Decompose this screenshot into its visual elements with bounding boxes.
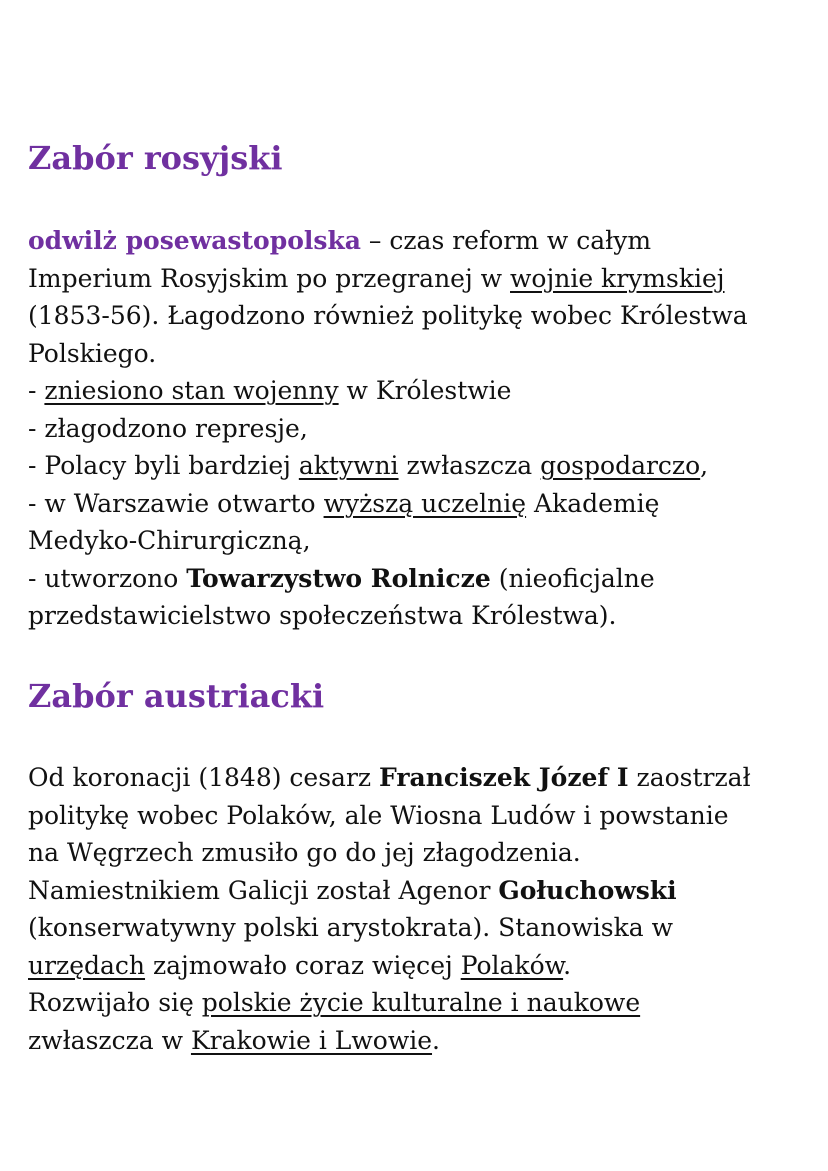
text-span: zwłaszcza <box>398 451 541 480</box>
section-heading-russian-partition: Zabór rosyjski <box>28 139 283 177</box>
list-item <box>28 447 818 485</box>
text-span: . <box>563 950 572 980</box>
text-line: Medyko-Chirurgiczną, <box>28 526 311 555</box>
bold-phrase: Gołuchowski <box>498 875 677 905</box>
text-span: - utworzono <box>28 563 187 593</box>
text-line: na Węgrzech zmusiło go do jej złagodzenia. <box>28 838 581 867</box>
text-line <box>28 1022 818 1060</box>
underlined-phrase: polskie życie kulturalne i naukowe <box>201 988 641 1017</box>
underlined-phrase: aktywni <box>298 451 399 480</box>
text-span: zaostrzał <box>628 763 751 792</box>
underlined-phrase: urzędach <box>28 950 146 980</box>
text-line: (konserwatywny polski arystokrata). Stanowiska w <box>28 913 674 942</box>
text-span: (nieoficjalne <box>490 563 655 593</box>
text-line <box>28 872 818 910</box>
text-span: Akademię <box>526 488 660 518</box>
list-item <box>28 372 818 410</box>
text-span: - <box>28 376 45 405</box>
section-body-austrian-partition <box>28 759 818 1059</box>
text-span: Imperium Rosyjskim po przegranej w <box>28 263 511 293</box>
underlined-phrase: gospodarczo <box>540 451 701 480</box>
text-span: zwłaszcza w <box>28 1025 191 1055</box>
underlined-phrase: Polaków <box>460 950 564 980</box>
bold-phrase: Towarzystwo Rolnicze <box>186 563 491 593</box>
text-span: Od koronacji (1848) cesarz <box>28 763 380 792</box>
underlined-phrase: wyższą uczelnię <box>323 488 527 518</box>
list-item <box>28 560 818 598</box>
text-line <box>28 947 818 985</box>
text-span: , <box>700 451 709 480</box>
text-line: przedstawicielstwo społeczeństwa Królestwa). <box>28 601 617 630</box>
underlined-phrase: wojnie krymskiej <box>510 263 725 293</box>
text-line <box>28 260 818 298</box>
section-heading-austrian-partition: Zabór austriacki <box>28 677 325 715</box>
term-highlight: odwilż posewastopolska <box>28 226 361 255</box>
text-line: Polskiego. <box>28 338 157 368</box>
list-item: - złagodzono represje, <box>28 413 308 443</box>
text-line: (1853-56). Łagodzono również politykę wobec Królestwa <box>28 301 748 330</box>
underlined-phrase: Krakowie i Lwowie <box>190 1025 433 1055</box>
text-span: Namiestnikiem Galicji został Agenor <box>28 875 499 905</box>
underlined-phrase: zniesiono stan wojenny <box>44 376 339 405</box>
text-span: – czas reform w całym <box>360 226 652 255</box>
text-span: - Polacy byli bardziej <box>28 451 299 480</box>
text-span: - w Warszawie otwarto <box>28 488 324 518</box>
text-line <box>28 984 818 1022</box>
text-span: w Królestwie <box>338 376 512 405</box>
list-item <box>28 485 818 523</box>
text-span: Rozwijało się <box>28 988 202 1017</box>
text-span: zajmowało coraz więcej <box>145 950 461 980</box>
bold-phrase: Franciszek Józef I <box>379 763 629 792</box>
text-line <box>28 222 818 260</box>
text-span: . <box>432 1025 440 1055</box>
text-line <box>28 759 818 797</box>
section-body-russian-partition <box>28 222 818 635</box>
text-line: politykę wobec Polaków, ale Wiosna Ludów i powstanie <box>28 800 729 830</box>
